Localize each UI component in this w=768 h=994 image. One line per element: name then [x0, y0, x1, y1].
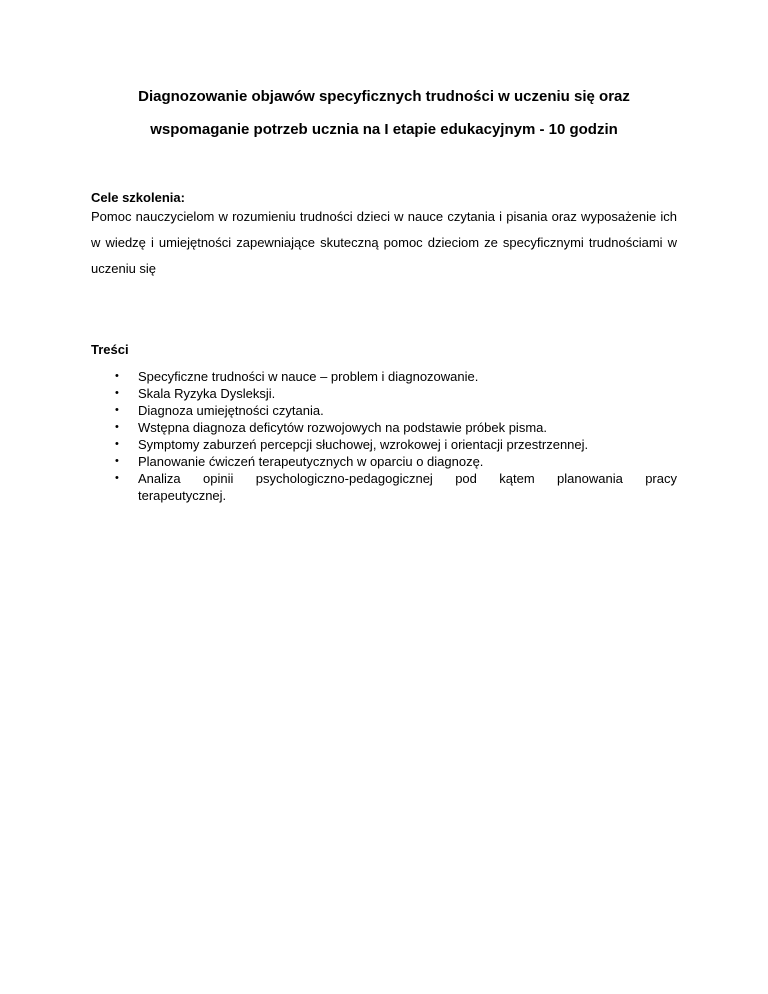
list-item-text-line-2: terapeutycznej. [138, 488, 227, 503]
list-item [91, 453, 677, 470]
title-line-1: Diagnozowanie objawów specyficznych trudności w uczeniu się oraz [138, 88, 630, 105]
list-item [91, 470, 677, 504]
list-item-text: Symptomy zaburzeń percepcji słuchowej, wzrokowej i orientacji przestrzennej. [138, 437, 589, 452]
bullet-icon: • [115, 404, 119, 416]
bullet-icon: • [115, 455, 119, 467]
list-item-text: Skala Ryzyka Dysleksji. [138, 386, 276, 401]
list-item-text: Diagnoza umiejętności czytania. [138, 403, 324, 418]
goals-paragraph: Pomoc nauczycielom w rozumieniu trudności dzieci w nauce czytania i pisania oraz wyposażenie ich w wiedzę i umiejętności zapewniające skuteczną pomoc dzieciom ze specyficznymi trudnościami w uczeniu się [91, 209, 677, 276]
list-item-text: Specyficzne trudności w nauce – problem i diagnozowanie. [138, 369, 479, 384]
contents-list [91, 368, 677, 504]
list-item [91, 436, 677, 453]
list-item-text-line-1: Analiza opinii psychologiczno-pedagogicznej pod kątem planowania pracy [138, 471, 677, 486]
list-item-text: Planowanie ćwiczeń terapeutycznych w oparciu o diagnozę. [138, 454, 484, 469]
contents-heading: Treści [91, 342, 129, 357]
bullet-icon: • [115, 421, 119, 433]
list-item-text: Wstępna diagnoza deficytów rozwojowych na podstawie próbek pisma. [138, 420, 547, 435]
goals-heading: Cele szkolenia: [91, 190, 185, 205]
list-item [91, 402, 677, 419]
list-item [91, 368, 677, 385]
bullet-icon: • [115, 438, 119, 450]
bullet-icon: • [115, 370, 119, 382]
title-line-2: wspomaganie potrzeb ucznia na I etapie edukacyjnym - 10 godzin [150, 121, 618, 138]
list-item [91, 419, 677, 436]
bullet-icon: • [115, 472, 119, 484]
document-title [60, 80, 708, 146]
bullet-icon: • [115, 387, 119, 399]
list-item [91, 385, 677, 402]
